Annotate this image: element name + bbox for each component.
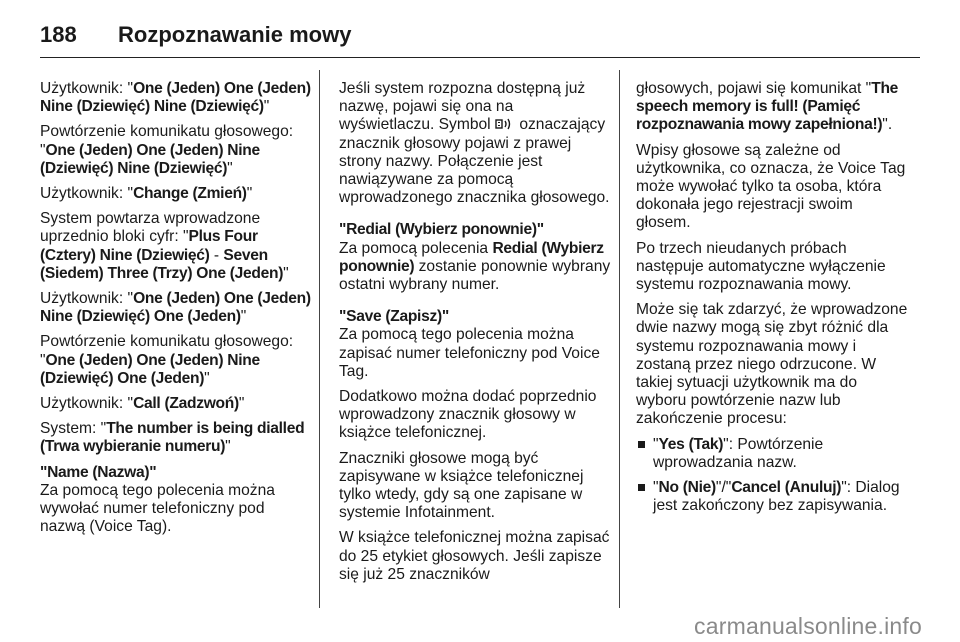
paragraph-system-dialling: System: "The number is being dialled (Trwa wybieranie numeru)" [40, 420, 305, 456]
paragraph-tag-storage: Znaczniki głosowe mogą być zapisywane w książce telefonicznej tylko wtedy, gdy są one zapisane w systemie Infotainment. [339, 449, 584, 522]
paragraph-user-dependent: Wpisy głosowe są zależne od użytkownika, co oznacza, że Voice Tag może wywołać tylko ta osoba, która dokonała jego rejestracji swoim głosem. [636, 141, 906, 232]
heading-save: "Save (Zapisz)" [339, 308, 449, 326]
column-2 [339, 80, 611, 591]
paragraph-system-repeat: System powtarza wprowadzone uprzednio bloki cyfr: "Plus Four (Cztery) Nine (Dziewięć) - Seven (Siedem) Three (Trzy) One (Jeden)" [40, 210, 289, 282]
paragraph-voice-repeat-2: Powtórzenie komunikatu głosowego: "One (Jeden) One (Jeden) Nine (Dziewięć) One (Jeden)" [40, 333, 294, 387]
paragraph-tag-limit: W książce telefonicznej można zapisać do 25 etykiet głosowych. Jeśli zapisze się już 25 znaczników [339, 529, 610, 583]
paragraph-save: Za pomocą tego polecenia można zapisać numer telefoniczny pod Voice Tag. [339, 326, 600, 380]
paragraph-user-1: Użytkownik: "One (Jeden) One (Jeden) Nine (Dziewięć) Nine (Dziewięć)" [40, 80, 311, 116]
list-item: "No (Nie)"/"Cancel (Anuluj)": Dialog jest zakończony bez zapisywania. [636, 479, 908, 515]
paragraph-auto-off: Po trzech nieudanych próbach następuje automatyczne wyłączenie systemu rozpoznawania mowy. [636, 239, 886, 294]
paragraph-redial: Za pomocą polecenia Redial (Wybierz ponownie) zostanie ponownie wybrany ostatni wybrany numer. [339, 239, 611, 294]
column-divider-2 [619, 70, 620, 608]
bullet-square-icon [638, 441, 645, 448]
heading-name: "Name (Nazwa)" [40, 463, 157, 481]
column-3 [636, 80, 908, 522]
paragraph-add-tag: Dodatkowo można dodać poprzednio wprowadzony znacznik głosowy w książce telefonicznej. [339, 388, 597, 442]
paragraph-memory-full: głosowych, pojawi się komunikat "The speech memory is full! (Pamięć rozpoznawania mowy zapełniona!)". [636, 80, 899, 134]
heading-redial: "Redial (Wybierz ponownie)" [339, 221, 544, 239]
header-rule [40, 57, 920, 58]
column-1 [40, 80, 312, 543]
paragraph-rejected-names: Może się tak zdarzyć, że wprowadzone dwie nazwy mogą się zbyt różnić dla systemu rozpoznawania mowy i zostaną przez niego odrzucone. W takiej sytuacji użytkownik ma do wyboru powtórzenie nazw lub zakończenie procesu: [636, 301, 908, 428]
list-item: "Yes (Tak)": Powtórzenie wprowadzania nazw. [636, 436, 908, 472]
paragraph-user-call: Użytkownik: "Call (Zadzwoń)" [40, 395, 245, 413]
bullet-square-icon [638, 484, 645, 491]
page-title: Rozpoznawanie mowy [118, 22, 352, 47]
paragraph-user-2: Użytkownik: "One (Jeden) One (Jeden) Nine (Dziewięć) One (Jeden)" [40, 290, 311, 326]
paragraph-voice-repeat-1: Powtórzenie komunikatu głosowego: "One (Jeden) One (Jeden) Nine (Dziewięć) Nine (Dziewięć)" [40, 123, 294, 177]
page-number: 188 [40, 22, 77, 47]
paragraph-name-description: Za pomocą tego polecenia można wywołać numer telefoniczny pod nazwą (Voice Tag). [40, 481, 275, 536]
voice-tag-icon [495, 117, 515, 131]
column-divider-1 [319, 70, 320, 608]
paragraph-user-change: Użytkownik: "Change (Zmień)" [40, 185, 253, 203]
paragraph-name-recognized: Jeśli system rozpozna dostępną już nazwę, pojawi się ona na wyświetlaczu. Symbol oznaczający znacznik głosowy pojawi z prawej strony nazwy. Połączenie jest nawiązywane za pomocą wprowadzonego znacznika głosowego. [339, 80, 610, 207]
watermark: carmanualsonline.info [694, 613, 922, 639]
